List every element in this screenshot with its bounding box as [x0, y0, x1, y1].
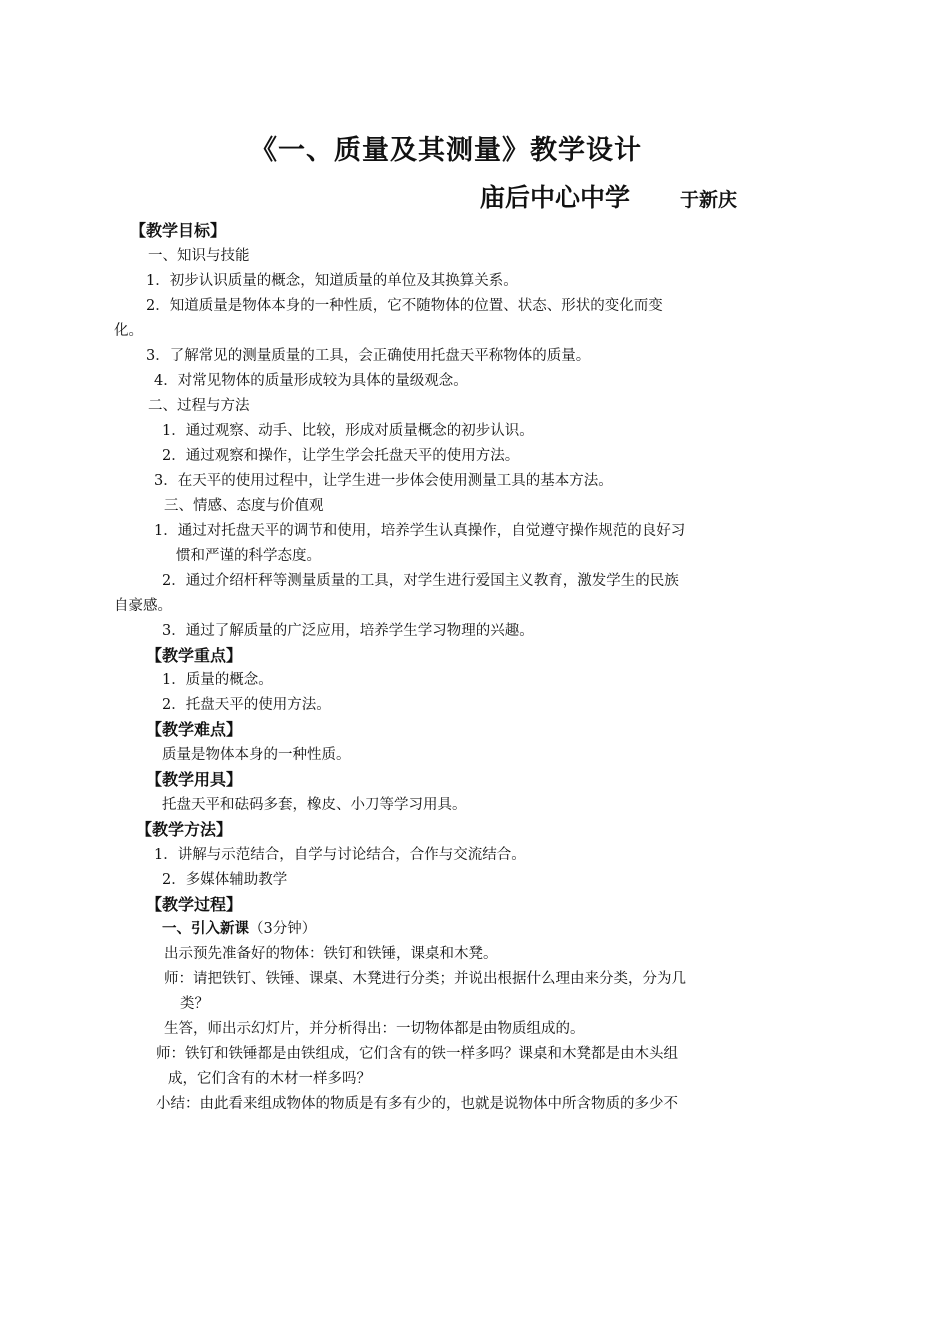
text-line: 2．通过观察和操作，让学生学会托盘天平的使用方法。	[162, 448, 520, 464]
author-name: 于新庆	[680, 189, 738, 211]
text-line: 2．多媒体辅助教学	[162, 872, 288, 888]
heading-key-points: 【教学重点】	[146, 646, 243, 665]
text-line: 2．托盘天平的使用方法。	[162, 697, 331, 713]
text-line: 师：请把铁钉、铁锤、课桌、木凳进行分类；并说出根据什么理由来分类，分为几	[164, 971, 686, 987]
text-line: 3．通过了解质量的广泛应用，培养学生学习物理的兴趣。	[162, 623, 534, 639]
intro-duration: （3分钟）	[249, 921, 317, 937]
text-line: 自豪感。	[114, 598, 172, 614]
text-line: 小结：由此看来组成物体的物质是有多有少的，也就是说物体中所含物质的多少不	[156, 1096, 678, 1112]
text-line: 质量是物体本身的一种性质。	[162, 747, 351, 763]
text-line: 3．了解常见的测量质量的工具，会正确使用托盘天平称物体的质量。	[146, 348, 591, 364]
subheading-process-method: 二、过程与方法	[148, 398, 250, 414]
text-line: 3．在天平的使用过程中，让学生进一步体会使用测量工具的基本方法。	[154, 473, 613, 489]
heading-tools: 【教学用具】	[146, 770, 243, 789]
text-line: 化。	[114, 323, 143, 339]
text-line: 1．质量的概念。	[162, 672, 273, 688]
text-line: 1．通过观察、动手、比较，形成对质量概念的初步认识。	[162, 423, 534, 439]
subheading-knowledge: 一、知识与技能	[148, 248, 250, 264]
heading-goals: 【教学目标】	[130, 221, 227, 240]
subheading-attitude: 三、情感、态度与价值观	[164, 498, 324, 514]
subheading-intro	[162, 919, 316, 939]
text-line: 托盘天平和砝码多套，橡皮、小刀等学习用具。	[162, 797, 467, 813]
school-name: 庙后中心中学	[480, 183, 631, 212]
text-line: 出示预先准备好的物体：铁钉和铁锤，课桌和木凳。	[164, 946, 498, 962]
heading-methods: 【教学方法】	[136, 820, 233, 839]
text-line: 类？	[180, 996, 209, 1012]
text-line: 成，它们含有的木材一样多吗？	[168, 1071, 371, 1087]
heading-difficulty: 【教学难点】	[146, 720, 243, 739]
text-line: 4．对常见物体的质量形成较为具体的量级观念。	[154, 373, 468, 389]
text-line: 1．通过对托盘天平的调节和使用，培养学生认真操作，自觉遵守操作规范的良好习	[154, 523, 686, 539]
heading-process: 【教学过程】	[146, 895, 243, 914]
text-line: 1．初步认识质量的概念，知道质量的单位及其换算关系。	[146, 273, 518, 289]
text-line: 惯和严谨的科学态度。	[176, 548, 321, 564]
document-title: 《一、质量及其测量》教学设计	[250, 135, 642, 166]
text-line: 生答，师出示幻灯片，并分析得出：一切物体都是由物质组成的。	[164, 1021, 585, 1037]
text-line: 1．讲解与示范结合，自学与讨论结合，合作与交流结合。	[154, 847, 526, 863]
text-line: 师：铁钉和铁锤都是由铁组成，它们含有的铁一样多吗？课桌和木凳都是由木头组	[156, 1046, 678, 1062]
intro-title: 一、引入新课	[162, 921, 249, 937]
text-line: 2．通过介绍杆秤等测量质量的工具，对学生进行爱国主义教育，激发学生的民族	[162, 573, 679, 589]
text-line: 2．知道质量是物体本身的一种性质，它不随物体的位置、状态、形状的变化而变	[146, 298, 663, 314]
